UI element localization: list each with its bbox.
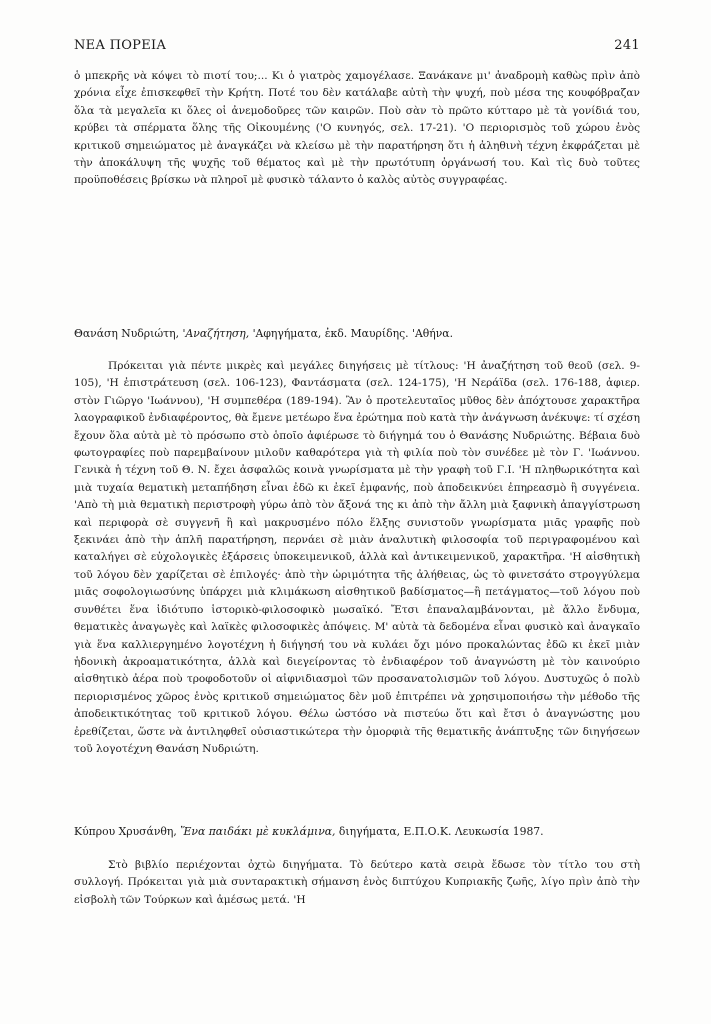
review-heading-anazitisi	[74, 325, 640, 342]
review-heading-paidaki	[74, 823, 640, 840]
publication-details: διηγήματα, Ε.Π.Ο.Κ. Λευκωσία 1987.	[335, 825, 544, 838]
running-header	[74, 38, 640, 53]
review-author: Κύπρου Χρυσάνθη,	[74, 825, 181, 838]
book-title: Ἕνα παιδάκι μὲ κυκλάμινα,	[180, 825, 336, 838]
review-body-paidaki: Στὸ βιβλίο περιέχονται ὀχτὼ διηγήματα. Τὸ δεύτερο κατὰ σειρὰ ἔδωσε τὸν τίτλο του στὴ συλλογή. Πρόκειται γιὰ μιὰ συνταρακτικὴ σήμανση ἑνὸς διπτύχου Κυπριακῆς ζωῆς, λίγο πρὶν ἀπὸ τὴν εἰσβολὴ τῶν Τούρκων καὶ ἀμέσως μετά. 'Η	[74, 859, 640, 906]
page-number: 241	[614, 38, 640, 53]
journal-title: ΝΕΑ ΠΟΡΕΙΑ	[74, 38, 167, 53]
review-body-anazitisi: Πρόκειται γιὰ πέντε μικρὲς καὶ μεγάλες διηγήσεις μὲ τίτλους: 'Η ἀναζήτηση τοῦ θεοῦ (σελ. 9-105), 'Η ἐπιστράτευση (σελ. 106-123), Φαντάσματα (σελ. 124-175), 'Η Νεράϊδα (σελ. 176-188, ἀφιερ. στὸν Γιῶργο 'Ιωάννου), 'Η συμπεθέρα (189-194). Ἂν ὁ προτελευταῖος μῦθος δὲν ἀπόχτουσε χαρακτῆρα λαογραφικοῦ ἐνδιαφέροντος, θὰ ἔμενε μετέωρο ἕνα ἐρώτημα ποὺ κατὰ τὴν ἀνάγνωση ἀνέκυψε: τί σχέση ἔχουν ὅλα αὐτὰ μὲ τὸ πρόσωπο στὸ ὁποῖο ἀφιέρωσε τὸ διήγημά του ὁ Θανάσης Νυδριώτης. Βέβαια δυὸ φωτογραφίες ποὺ παρεμβαίνουν μιλοῦν καθαρότερα γιὰ τὴ φιλία ποὺ τὸν συνέδεε μὲ τὸν Γ. 'Ιωάννου. Γενικὰ ἡ τέχνη τοῦ Θ. Ν. ἔχει ἀσφαλῶς κοινὰ γνωρίσματα μὲ τὴν γραφὴ τοῦ Γ.Ι. 'Η πληθωρικότητα καὶ μιὰ τυχαία θεματικὴ μεταπήδηση εἶναι ἐδῶ κι ἐκεῖ ἐμφανής, ποὺ ἀποδεικνύει ἐπηρεασμὸ ἢ συγγένεια. 'Απὸ τὴ μιὰ θεματικὴ περιστροφὴ γύρω ἀπὸ τὸν ἄξονά της κι ἀπὸ τὴν ἄλλη μιὰ ξαφνικὴ ἀπαγγίστρωση καὶ περιφορὰ σὲ συγγενῆ ἢ καὶ μακρυσμένο πόλο ἕλξης συνιστοῦν γνωρίσματα μιᾶς γραφῆς ποὺ ξεκινάει ἀπὸ τὴν ἁπλῆ παρατήρηση, περνάει σὲ μιὰν ἀναλυτικὴ φιλοσοφία τοῦ περιγραφομένου καὶ καταλήγει σὲ εὐχολογικὲς ἐξάρσεις ὑποκειμενικοῦ, ἀλλὰ καὶ ἀντικειμενικοῦ, χαρακτῆρα. 'Η αἰσθητικὴ τοῦ λόγου δὲν χαρίζεται σὲ ἐπιλογές· ἀπὸ τὴν ὡριμότητα τῆς ἀλήθειας, ὡς τὸ φινετσάτο στρογγύλεμα μιᾶς σοφολογιωσύνης ὑπάρχει μιὰ κλιμάκωση αἰσθητικοῦ βαδίσματος—ἢ πετάγματος—τοῦ λόγου ποὺ συνθέτει ἕνα ἰδιότυπο ἱστορικὸ-φιλοσοφικὸ μωσαϊκό. Ἔτσι ἐπαναλαμβάνονται, μὲ ἄλλο ἔνδυμα, θεματικὲς ἀναγωγὲς καὶ λαϊκὲς φιλοσοφικὲς ἀπόψεις. Μ' αὐτὰ τὰ δεδομένα εἶναι φυσικὸ καὶ ἀναγκαῖο γιὰ ἕνα καλλιεργημένο λογοτέχνη ἡ διήγησή του νὰ κυλάει ὄχι μόνο προκαλώντας ἐδῶ κι ἐκεῖ μιὰν ἡδονικὴ ἀκροαματικότητα, ἀλλὰ καὶ διεγείροντας τὸ ἐνδιαφέρον τοῦ ἀναγνώστη μὲ τὸν καινούριο αἰσθητικὸ ἀέρα ποὺ τροφοδοτοῦν οἱ αἰφνιδιασμοὶ τῶν προσανατολισμῶν τοῦ λόγου. Δυστυχῶς ὁ πολὺ περιορισμένος χῶρος ἑνὸς κριτικοῦ σημειώματος δὲν μοῦ ἐπιτρέπει νὰ χρησιμοποιήσω τὴν μέθοδο τῆς ἀποδεικτικότητας τοῦ κριτικοῦ λόγου. Θέλω ὡστόσο νὰ πιστεύω ὅτι καὶ ἔτσι ὁ ἀναγνώστης μου ἐρεθίζεται, ὥστε νὰ ἀντιληφθεῖ οὐσιαστικώτερα τὴν ὀμορφιὰ τῆς θεματικῆς ἀνάπτυξης τῶν διηγήσεων τοῦ λογοτέχνη Θανάση Νυδριώτη.	[74, 360, 640, 755]
review-continuation-paragraph: ὁ μπεκρῆς νὰ κόψει τὸ πιοτί του;... Κι ὁ γιατρὸς χαμογέλασε. Ξανάκανε μι' ἀναδρομὴ καθὼς πρὶν ἀπὸ χρόνια εἶχε ἐπισκεφθεῖ τὴν Κρήτη. Ποτέ του δὲν κατάλαβε αὐτὴ τὴν ψυχή, ποὺ μέσα της κουφόβραζαν ὅλα τὰ μεγαλεῖα κι ὅλες οἱ ἀνεμοδοῦρες τῶν καιρῶν. Ποὺ σὰν τὸ πρῶτο κύτταρο μὲ τὰ γονίδιά του, κρύβει τὰ σπέρματα ὅλης τῆς Οἰκουμένης ('Ο κυνηγός, σελ. 17-21). 'Ο περιορισμὸς τοῦ χώρου ἑνὸς κριτικοῦ σημειώματος μὲ ἀναγκάζει νὰ κλείσω μὲ τὴν παρατήρηση ὅτι ἡ ἀληθινὴ τέχνη ἐκφράζεται μὲ τὴν ἀποκάλυψη τῆς ψυχῆς τοῦ θέματος καὶ μὲ τὴν πρωτότυπη ὀργάνωσή του. Καὶ τὶς δυὸ τοῦτες προϋποθέσεις βρίσκω νὰ πληροῖ μὲ φυσικὸ τάλαντο ὁ καλὸς αὐτὸς συγγραφέας.	[74, 70, 640, 187]
book-title: 'Αναζήτηση,	[182, 327, 250, 340]
publication-details: 'Αφηγήματα, ἐκδ. Μαυρίδης. 'Αθήνα.	[249, 327, 454, 340]
review-author: Θανάση Νυδριώτη,	[74, 327, 183, 340]
